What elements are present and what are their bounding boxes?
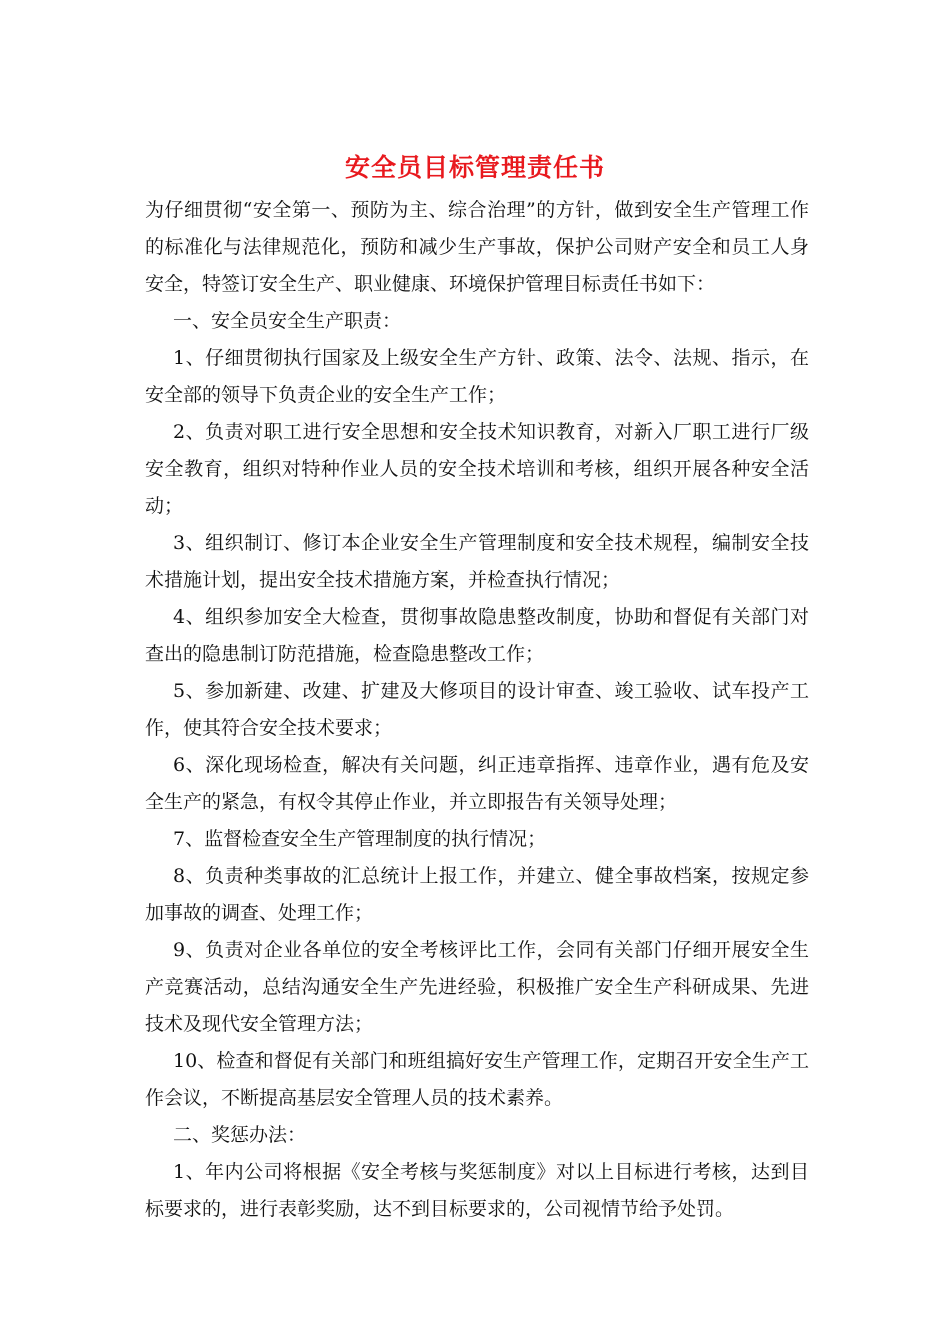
document-body [145,192,809,1228]
duty-item-6: 6、深化现场检查，解决有关问题，纠正违章指挥、违章作业，遇有危及安全生产的紧急，有权令其停止作业，并立即报告有关领导处理； [145,754,809,813]
section-heading-rewards: 二、奖惩办法： [173,1124,307,1146]
duty-item-10: 10、检查和督促有关部门和班组搞好安生产管理工作，定期召开安全生产工作会议，不断提高基层安全管理人员的技术素养。 [145,1050,809,1109]
duty-item-4: 4、组织参加安全大检查，贯彻事故隐患整改制度，协助和督促有关部门对查出的隐患制订防范措施，检查隐患整改工作； [145,606,809,665]
duty-item-8: 8、负责种类事故的汇总统计上报工作，并建立、健全事故档案，按规定参加事故的调查、处理工作； [145,865,809,924]
duty-item-7: 7、监督检查安全生产管理制度的执行情况； [173,828,547,850]
duty-item-5: 5、参加新建、改建、扩建及大修项目的设计审查、竣工验收、试车投产工作，使其符合安全技术要求； [145,680,809,739]
section-heading-duties: 一、安全员安全生产职责： [173,310,402,332]
reward-item-1: 1、年内公司将根据《安全考核与奖惩制度》对以上目标进行考核，达到目标要求的，进行表彰奖励，达不到目标要求的，公司视情节给予处罚。 [145,1161,809,1220]
duty-item-9: 9、负责对企业各单位的安全考核评比工作，会同有关部门仔细开展安全生产竞赛活动，总结沟通安全生产先进经验，积极推广安全生产科研成果、先进技术及现代安全管理方法； [145,939,809,1035]
duty-item-3: 3、组织制订、修订本企业安全生产管理制度和安全技术规程，编制安全技术措施计划，提出安全技术措施方案，并检查执行情况； [145,532,809,591]
duty-item-2: 2、负责对职工进行安全思想和安全技术知识教育，对新入厂职工进行厂级安全教育，组织对特种作业人员的安全技术培训和考核，组织开展各种安全活动； [145,421,809,517]
duty-item-1: 1、仔细贯彻执行国家及上级安全生产方针、政策、法令、法规、指示，在安全部的领导下负责企业的安全生产工作； [145,347,809,406]
document-title: 安全员目标管理责任书 [344,153,605,182]
intro-paragraph: 为仔细贯彻“安全第一、预防为主、综合治理”的方针，做到安全生产管理工作的标准化与法律规范化，预防和减少生产事故，保护公司财产安全和员工人身安全，特签订安全生产、职业健康、环境保护管理目标责任书如下： [145,199,809,295]
